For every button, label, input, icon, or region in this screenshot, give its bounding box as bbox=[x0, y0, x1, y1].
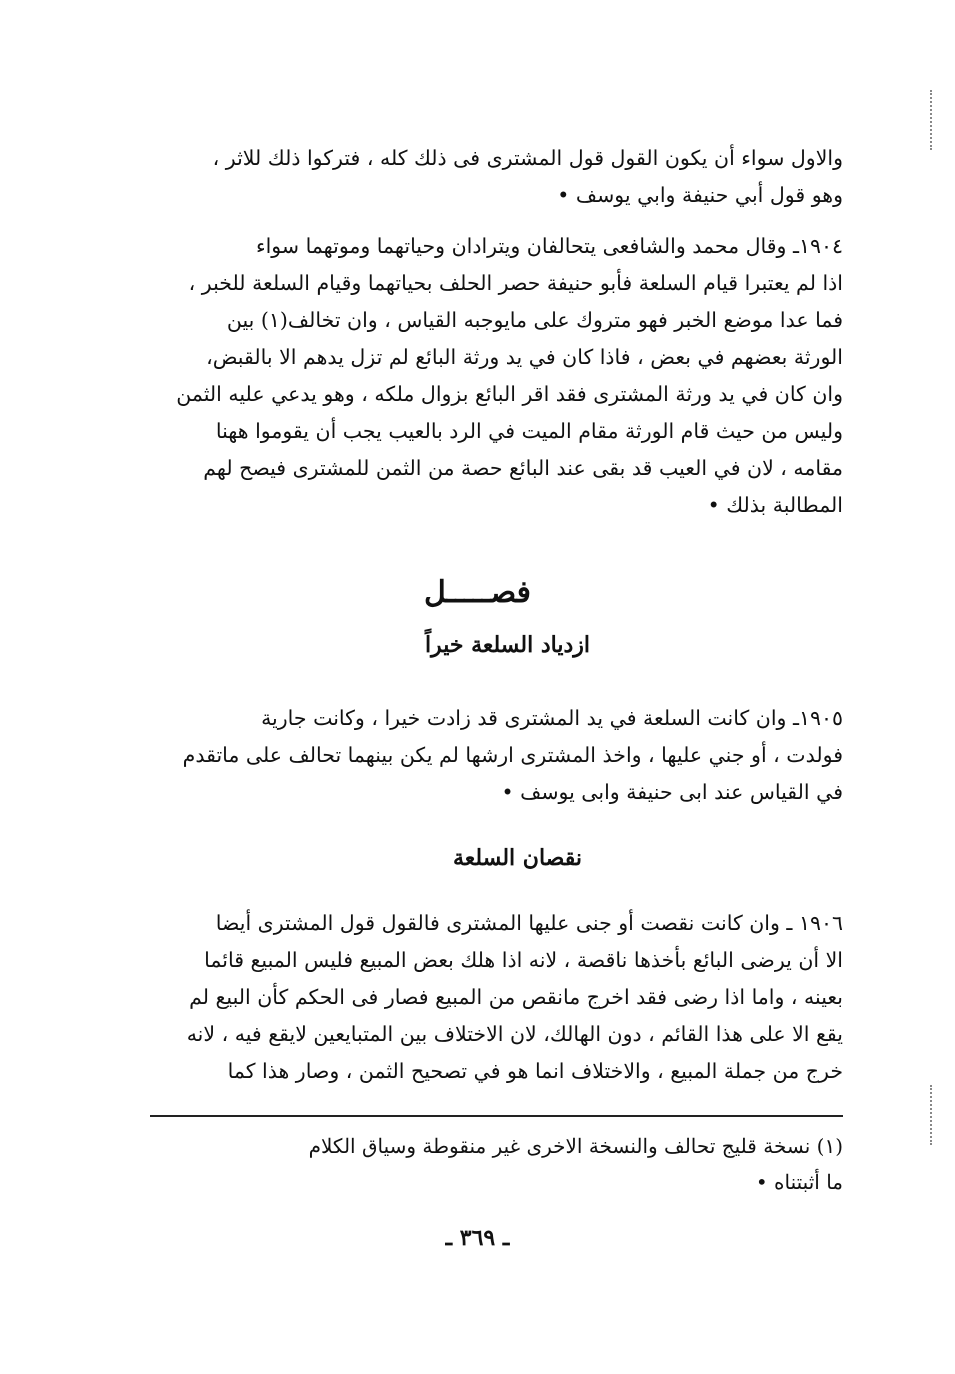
text-line: المطالبة بذلك • bbox=[707, 493, 843, 517]
subheading-increase: ازدياد السلعة خيراً bbox=[424, 632, 591, 658]
text-line: الورثة بعضهم في بعض ، فاذا كان في يد ورثة البائع لم تزل يدهم الا بالقبض، bbox=[206, 345, 843, 369]
page-number: ـ ٣٦٩ ـ bbox=[445, 1225, 510, 1251]
paragraph-1904 bbox=[150, 228, 843, 524]
text-line: اذا لم يعتبرا قيام السلعة فأبو حنيفة حصر الحلف بحياتهما وقيام السلعة للخبر ، bbox=[188, 271, 843, 295]
text-line: فما عدا موضع الخبر فهو متروك على مايوجبه القياس ، وان تخالف(١) بين bbox=[226, 308, 843, 332]
text-line: يقع الا على هذا القائم ، دون الهالك، لان الاختلاف بين المتبايعين لايقع فيه ، لانه bbox=[186, 1022, 843, 1046]
text-line: مقامه ، لان في العيب قد بقى عند البائع حصة من الثمن للمشترى فيصح لهم bbox=[203, 456, 843, 480]
text-line: في القياس عند ابى حنيفة وابى يوسف • bbox=[501, 780, 843, 804]
text-line: خرج من جملة المبيع ، والاختلاف انما هو في تصحيح الثمن ، وصار هذا كما bbox=[227, 1059, 843, 1083]
paragraph-1906 bbox=[150, 905, 843, 1090]
text-line: فولدت ، أو جني عليها ، واخذ المشترى ارشها لم يكن بينهما تحالف على ماتقدم bbox=[182, 743, 843, 767]
text-line: وليس من حيث قام الورثة مقام الميت في الرد بالعيب يجب أن يقوموا ههنا bbox=[215, 419, 843, 443]
text-line: وان كان في يد ورثة المشترى فقد اقر البائع بزوال ملكه ، وهو يدعي عليه الثمن bbox=[176, 382, 843, 406]
text-line: بعينه ، واما اذا رضى فقد اخرج مانقص من المبيع فصار فى الحكم كأن البيع لم bbox=[189, 985, 843, 1009]
margin-dots-top bbox=[930, 90, 934, 150]
footnote-line: ما أثبتناه • bbox=[755, 1170, 843, 1194]
paragraph-1 bbox=[150, 140, 843, 214]
footnote bbox=[150, 1128, 843, 1200]
text-line: ١٩٠٤ـ وقال محمد والشافعى يتحالفان ويترادان وحياتهما وموتهما سواء bbox=[255, 234, 843, 258]
text-line: وهو قول أبي حنيفة وابي يوسف • bbox=[557, 183, 843, 207]
text-line: والاول سواء أن يكون القول قول المشترى فى ذلك كله ، فتركوا ذلك للاثر ، bbox=[212, 146, 843, 170]
section-title: فصـــــل bbox=[423, 575, 532, 610]
paragraph-1905 bbox=[150, 700, 843, 811]
text-line: ١٩٠٥ـ وان كانت السلعة في يد المشترى قد زادت خيرا ، وكانت جارية bbox=[261, 706, 843, 730]
text-line: ١٩٠٦ ـ وان كانت نقصت أو جنى عليها المشترى فالقول قول المشترى أيضا bbox=[215, 911, 843, 935]
margin-dots-bottom bbox=[930, 1085, 934, 1145]
footnote-line: (١) نسخة قليج تحالف والنسخة الاخرى غير منقوطة وسياق الكلام bbox=[308, 1134, 843, 1158]
footnote-divider bbox=[150, 1115, 843, 1117]
text-line: الا أن يرضى البائع بأخذها ناقصة ، لانه اذا هلك بعض المبيع فليس المبيع قائما bbox=[204, 948, 843, 972]
subheading-decrease: نقصان السلعة bbox=[453, 845, 582, 871]
